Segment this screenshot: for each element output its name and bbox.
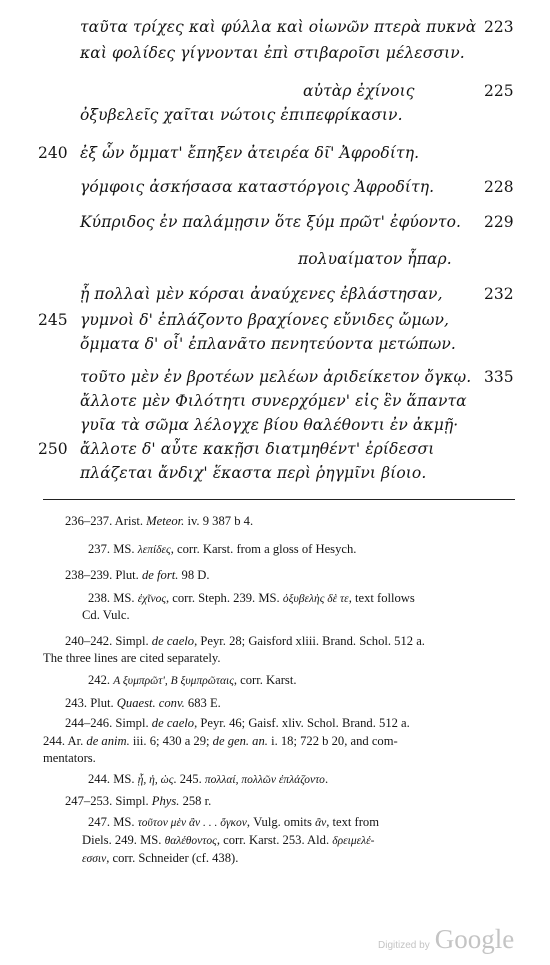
note-text: , Peyr. 46; Gaisf. xliv. Schol. Brand. 512 a. [194, 716, 410, 730]
verse-line [0, 464, 550, 492]
apparatus-note [43, 750, 96, 767]
greek-reading: πολλαί, πολλῶν ἐπλάζοντο [204, 774, 325, 786]
verse-line [0, 44, 550, 72]
watermark-prefix: Digitized by [378, 940, 430, 951]
verse-number: 223 [484, 18, 514, 36]
work-title: Meteor. [146, 514, 185, 528]
verse-line [0, 178, 550, 206]
verse-text: καὶ φολίδες γίγνονται ἐπὶ στιβαροῖσι μέλεσσιν. [80, 44, 465, 62]
note-text: , corr. Karst. 253. Ald. [216, 833, 333, 847]
note-text: 683 E. [184, 696, 221, 710]
work-title: de gen. an. [212, 734, 268, 748]
work-title: de anim. [86, 734, 130, 748]
verse-number: 228 [484, 178, 514, 196]
verse-number: 335 [484, 368, 514, 386]
apparatus-note [43, 733, 398, 750]
greek-reading: εσσιν [82, 853, 107, 865]
note-text: 237. MS. [88, 542, 138, 556]
note-text: 240–242. Simpl. [65, 634, 152, 648]
note-text: 236–237. Arist. [65, 514, 147, 528]
verse-text: ἄλλοτε δ' αὖτε κακῇσι διατμηθέντ' ἐρίδεσσι [80, 440, 435, 458]
note-text: 247–253. Simpl. [65, 794, 152, 808]
apparatus-note [88, 541, 356, 559]
greek-reading: ὀξυβελὴς δὲ τε [282, 593, 349, 605]
apparatus-note [82, 607, 130, 624]
note-text: , corr. Steph. 239. MS. [166, 591, 283, 605]
verse-text: ᾗ πολλαὶ μὲν κόρσαι ἀναύχενες ἐβλάστησαν, [80, 285, 443, 303]
apparatus-note [88, 771, 328, 789]
work-title: Phys. [151, 794, 180, 808]
apparatus-note [65, 793, 211, 810]
note-text: 244. MS. [88, 772, 138, 786]
note-text: 242. [88, 673, 114, 687]
work-title: de caelo [151, 634, 195, 648]
note-text: 243. Plut. [65, 696, 117, 710]
greek-reading: ἂν [315, 817, 327, 829]
note-text: i. 18; 722 b 20, and com- [267, 734, 398, 748]
work-title: de fort. [141, 568, 179, 582]
digitization-watermark [378, 924, 514, 955]
verse-text: ὄμματα δ' οἷ' ἐπλανᾶτο πενητεύοντα μετώπων. [80, 335, 456, 353]
apparatus-note [65, 715, 410, 732]
apparatus-note [88, 590, 415, 608]
verse-text: Κύπριδος ἐν παλάμῃσιν ὅτε ξύμ πρῶτ' ἐφύοντο. [80, 213, 462, 231]
greek-reading: ἐχῖνος [137, 593, 166, 605]
verse-text: ἄλλοτε μὲν Φιλότητι συνερχόμεν' εἰς ἓν ἅπαντα [80, 392, 467, 410]
note-text: , corr. Karst. from a gloss of Hesych. [170, 542, 357, 556]
note-text: , Peyr. 28; Gaisford xliii. Brand. Schol. 512 a. [194, 634, 425, 648]
apparatus-note [65, 695, 221, 712]
verse-line [0, 106, 550, 134]
verse-line [0, 213, 550, 241]
line-number: 245 [38, 311, 68, 329]
work-title: Quaest. conv. [116, 696, 185, 710]
note-text: , corr. Schneider (cf. 438). [106, 851, 239, 865]
verse-text: πλάζεται ἄνδιχ' ἕκαστα περὶ ῥηγμῖνι βίοιο. [80, 464, 427, 482]
verse-text: πολυαίματον ἧπαρ. [298, 250, 452, 268]
note-text: iv. 9 387 b 4. [184, 514, 254, 528]
verse-number: 225 [484, 82, 514, 100]
note-text: . [324, 772, 329, 786]
note-text: 244–246. Simpl. [65, 716, 152, 730]
verse-text: ταῦτα τρίχες καὶ φύλλα καὶ οἰωνῶν πτερὰ πυκνὰ [80, 18, 477, 36]
watermark-brand: Google [434, 924, 515, 954]
verse-line [0, 144, 550, 172]
footnote-divider [43, 499, 515, 500]
verse-line [0, 335, 550, 363]
note-text: , Vulg. omits [246, 815, 316, 829]
note-text: Cd. Vulc. [82, 608, 130, 622]
apparatus-note [88, 672, 296, 690]
verse-text: τοῦτο μὲν ἐν βροτέων μελέων ἀριδείκετον ὄγκῳ. [80, 368, 472, 386]
note-text: mentators. [43, 751, 96, 765]
apparatus-note [82, 832, 375, 850]
note-text: The three lines are cited separately. [43, 651, 221, 665]
note-text: , text from [326, 815, 380, 829]
note-text: 247. MS. [88, 815, 138, 829]
apparatus-note [82, 850, 238, 868]
note-text: 238. MS. [88, 591, 138, 605]
line-number: 250 [38, 440, 68, 458]
greek-reading: ᾗ, ἡ, ὡς [137, 774, 174, 786]
line-number: 240 [38, 144, 68, 162]
note-text: 238–239. Plut. [65, 568, 142, 582]
note-text: iii. 6; 430 a 29; [129, 734, 213, 748]
verse-number: 229 [484, 213, 514, 231]
apparatus-note [65, 513, 253, 530]
verse-text: αὐτὰρ ἐχίνοις [303, 82, 415, 100]
note-text: . 245. [173, 772, 205, 786]
greek-reading: λεπίδες [137, 544, 171, 556]
verse-text: ἐξ ὧν ὄμματ' ἔπηξεν ἀτειρέα δῖ' Ἀφροδίτη. [80, 144, 420, 162]
apparatus-note [43, 650, 221, 667]
note-text: Diels. 249. MS. [82, 833, 165, 847]
verse-text: ὀξυβελεῖς χαῖται νώτοις ἐπιπεφρίκασιν. [80, 106, 403, 124]
verse-line [0, 250, 550, 278]
verse-text: γυμνοὶ δ' ἐπλάζοντο βραχίονες εὔνιδες ὤμων, [80, 311, 450, 329]
verse-text: γόμφοις ἀσκήσασα καταστόργοις Ἀφροδίτη. [80, 178, 435, 196]
verse-text: γυῖα τὰ σῶμα λέλογχε βίου θαλέθοντι ἐν ἀκμῇ· [80, 416, 459, 434]
greek-reading: δρειμελέ- [332, 835, 375, 847]
verse-line [0, 285, 550, 313]
greek-reading: A ξυμπρῶτ', B ξυμπρῶταις [113, 675, 234, 687]
note-text: , text follows [348, 591, 415, 605]
apparatus-note [65, 567, 210, 584]
greek-reading: τοῦτον μὲν ἂν . . . ὄγκον [137, 817, 247, 829]
apparatus-note [88, 814, 379, 832]
verse-line [0, 18, 550, 46]
note-text: 258 r. [179, 794, 212, 808]
greek-reading: θαλέθοντος [164, 835, 217, 847]
note-text: 98 D. [178, 568, 210, 582]
note-text: 244. Ar. [43, 734, 87, 748]
apparatus-note [65, 633, 425, 650]
verse-number: 232 [484, 285, 514, 303]
note-text: , corr. Karst. [233, 673, 297, 687]
work-title: de caelo [151, 716, 195, 730]
